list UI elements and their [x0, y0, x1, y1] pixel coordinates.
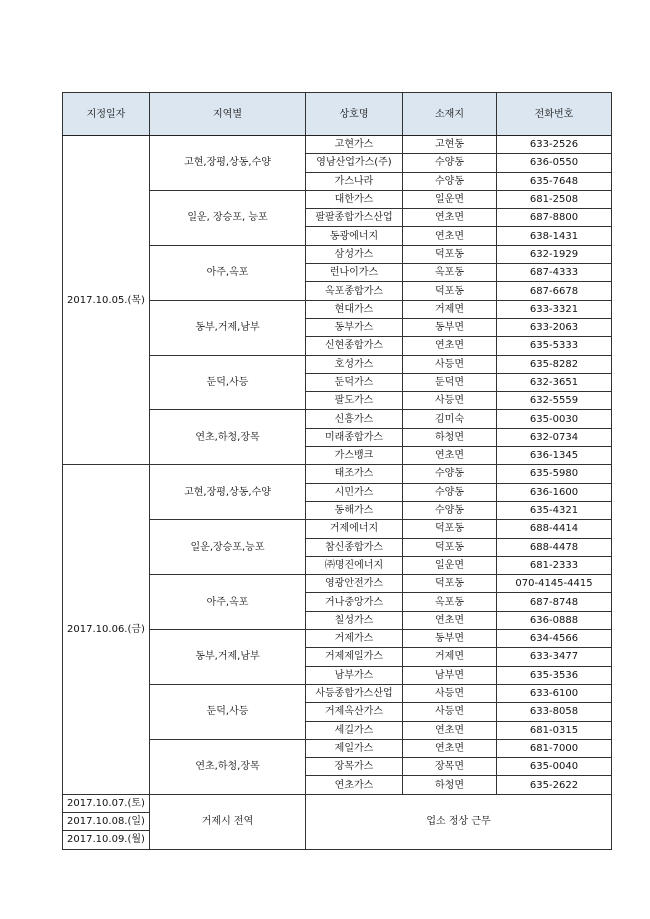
business-name-cell: 세길가스 [306, 721, 403, 739]
phone-cell: 688-4414 [497, 520, 612, 538]
table-row [63, 465, 612, 483]
phone-cell: 632-1929 [497, 245, 612, 263]
business-name-cell: 거제가스 [306, 630, 403, 648]
location-cell: 고현동 [403, 136, 497, 154]
region-cell: 동부,거제,남부 [150, 630, 306, 685]
location-cell: 연초면 [403, 611, 497, 629]
phone-cell: 633-2526 [497, 136, 612, 154]
phone-cell: 687-4333 [497, 264, 612, 282]
header-business-name: 상호명 [306, 93, 403, 136]
business-name-cell: 거제옥산가스 [306, 703, 403, 721]
business-name-cell: 신흥가스 [306, 410, 403, 428]
region-cell: 동부,거제,남부 [150, 300, 306, 355]
business-name-cell: ㈜명진에너지 [306, 556, 403, 574]
phone-cell: 681-2333 [497, 556, 612, 574]
region-cell: 아주,옥포 [150, 245, 306, 300]
location-cell: 연초면 [403, 721, 497, 739]
phone-cell: 638-1431 [497, 227, 612, 245]
header-location: 소재지 [403, 93, 497, 136]
phone-cell: 635-0030 [497, 410, 612, 428]
phone-cell: 681-7000 [497, 739, 612, 757]
business-name-cell: 연초가스 [306, 776, 403, 794]
duty-date: 2017.10.06.(금) [63, 465, 150, 794]
business-name-cell: 거나중앙가스 [306, 593, 403, 611]
phone-cell: 635-5980 [497, 465, 612, 483]
location-cell: 사등면 [403, 355, 497, 373]
table-row [63, 794, 612, 812]
location-cell: 덕포동 [403, 245, 497, 263]
region-cell: 연초,하청,장목 [150, 410, 306, 465]
business-name-cell: 둔덕가스 [306, 373, 403, 391]
business-name-cell: 남부가스 [306, 666, 403, 684]
phone-cell: 635-3536 [497, 666, 612, 684]
business-name-cell: 장목가스 [306, 758, 403, 776]
location-cell: 일운면 [403, 190, 497, 208]
phone-cell: 635-5333 [497, 337, 612, 355]
business-name-cell: 미래종합가스 [306, 428, 403, 446]
closing-note: 업소 정상 근무 [306, 794, 612, 849]
phone-cell: 681-0315 [497, 721, 612, 739]
schedule-body [63, 136, 612, 850]
business-name-cell: 팔팔종합가스산업 [306, 209, 403, 227]
table-row [63, 136, 612, 154]
phone-cell: 632-3651 [497, 373, 612, 391]
business-name-cell: 팔도가스 [306, 392, 403, 410]
location-cell: 사등면 [403, 392, 497, 410]
phone-cell: 636-1345 [497, 447, 612, 465]
business-name-cell: 시민가스 [306, 483, 403, 501]
phone-cell: 687-8748 [497, 593, 612, 611]
header-region: 지역별 [150, 93, 306, 136]
business-name-cell: 영광안전가스 [306, 575, 403, 593]
location-cell: 거제면 [403, 300, 497, 318]
business-name-cell: 태조가스 [306, 465, 403, 483]
business-name-cell: 삼성가스 [306, 245, 403, 263]
phone-cell: 635-7648 [497, 172, 612, 190]
location-cell: 수양동 [403, 483, 497, 501]
location-cell: 하청면 [403, 776, 497, 794]
location-cell: 덕포동 [403, 575, 497, 593]
business-name-cell: 동부가스 [306, 318, 403, 336]
location-cell: 덕포동 [403, 538, 497, 556]
business-name-cell: 옥포종합가스 [306, 282, 403, 300]
phone-cell: 635-2622 [497, 776, 612, 794]
location-cell: 동부면 [403, 630, 497, 648]
location-cell: 연초면 [403, 209, 497, 227]
region-cell: 일운, 장승포, 능포 [150, 190, 306, 245]
business-name-cell: 가스뱅크 [306, 447, 403, 465]
holiday-date: 2017.10.07.(토) [63, 794, 150, 812]
location-cell: 수양동 [403, 465, 497, 483]
phone-cell: 635-4321 [497, 501, 612, 519]
region-cell: 아주,옥포 [150, 575, 306, 630]
closing-region: 거제시 전역 [150, 794, 306, 849]
phone-cell: 688-4478 [497, 538, 612, 556]
location-cell: 수양동 [403, 172, 497, 190]
location-cell: 김미숙 [403, 410, 497, 428]
location-cell: 연초면 [403, 447, 497, 465]
gas-duty-schedule-table [62, 92, 612, 850]
phone-cell: 681-2508 [497, 190, 612, 208]
header-date: 지정일자 [63, 93, 150, 136]
location-cell: 연초면 [403, 227, 497, 245]
business-name-cell: 고현가스 [306, 136, 403, 154]
region-cell: 연초,하청,장목 [150, 739, 306, 794]
holiday-date: 2017.10.08.(일) [63, 812, 150, 830]
business-name-cell: 가스나라 [306, 172, 403, 190]
header-row [63, 93, 612, 136]
business-name-cell: 거제제일가스 [306, 648, 403, 666]
phone-cell: 635-8282 [497, 355, 612, 373]
region-cell: 고현,장평,상동,수양 [150, 465, 306, 520]
location-cell: 동부면 [403, 318, 497, 336]
business-name-cell: 동해가스 [306, 501, 403, 519]
duty-date: 2017.10.05.(목) [63, 136, 150, 465]
phone-cell: 070-4145-4415 [497, 575, 612, 593]
location-cell: 사등면 [403, 703, 497, 721]
location-cell: 남부면 [403, 666, 497, 684]
phone-cell: 633-3321 [497, 300, 612, 318]
location-cell: 하청면 [403, 428, 497, 446]
location-cell: 수양동 [403, 501, 497, 519]
location-cell: 덕포동 [403, 282, 497, 300]
phone-cell: 636-0550 [497, 154, 612, 172]
business-name-cell: 런나이가스 [306, 264, 403, 282]
region-cell: 둔덕,사등 [150, 355, 306, 410]
phone-cell: 632-0734 [497, 428, 612, 446]
business-name-cell: 동광에너지 [306, 227, 403, 245]
phone-cell: 634-4566 [497, 630, 612, 648]
phone-cell: 633-6100 [497, 684, 612, 702]
location-cell: 거제면 [403, 648, 497, 666]
location-cell: 둔덕면 [403, 373, 497, 391]
business-name-cell: 호성가스 [306, 355, 403, 373]
phone-cell: 635-0040 [497, 758, 612, 776]
business-name-cell: 대한가스 [306, 190, 403, 208]
business-name-cell: 신현종합가스 [306, 337, 403, 355]
business-name-cell: 칠성가스 [306, 611, 403, 629]
phone-cell: 636-1600 [497, 483, 612, 501]
phone-cell: 687-6678 [497, 282, 612, 300]
location-cell: 사등면 [403, 684, 497, 702]
header-phone: 전화번호 [497, 93, 612, 136]
phone-cell: 632-5559 [497, 392, 612, 410]
location-cell: 수양동 [403, 154, 497, 172]
location-cell: 옥포동 [403, 264, 497, 282]
region-cell: 일운,장승포,능포 [150, 520, 306, 575]
business-name-cell: 현대가스 [306, 300, 403, 318]
location-cell: 덕포동 [403, 520, 497, 538]
region-cell: 둔덕,사등 [150, 684, 306, 739]
location-cell: 연초면 [403, 337, 497, 355]
location-cell: 장목면 [403, 758, 497, 776]
region-cell: 고현,장평,상동,수양 [150, 136, 306, 191]
phone-cell: 636-0888 [497, 611, 612, 629]
business-name-cell: 참신종합가스 [306, 538, 403, 556]
business-name-cell: 사등종합가스산업 [306, 684, 403, 702]
business-name-cell: 영남산업가스(주) [306, 154, 403, 172]
business-name-cell: 거제에너지 [306, 520, 403, 538]
location-cell: 옥포동 [403, 593, 497, 611]
phone-cell: 633-2063 [497, 318, 612, 336]
phone-cell: 633-8058 [497, 703, 612, 721]
phone-cell: 687-8800 [497, 209, 612, 227]
location-cell: 일운면 [403, 556, 497, 574]
business-name-cell: 제일가스 [306, 739, 403, 757]
holiday-date: 2017.10.09.(월) [63, 831, 150, 849]
location-cell: 연초면 [403, 739, 497, 757]
phone-cell: 633-3477 [497, 648, 612, 666]
